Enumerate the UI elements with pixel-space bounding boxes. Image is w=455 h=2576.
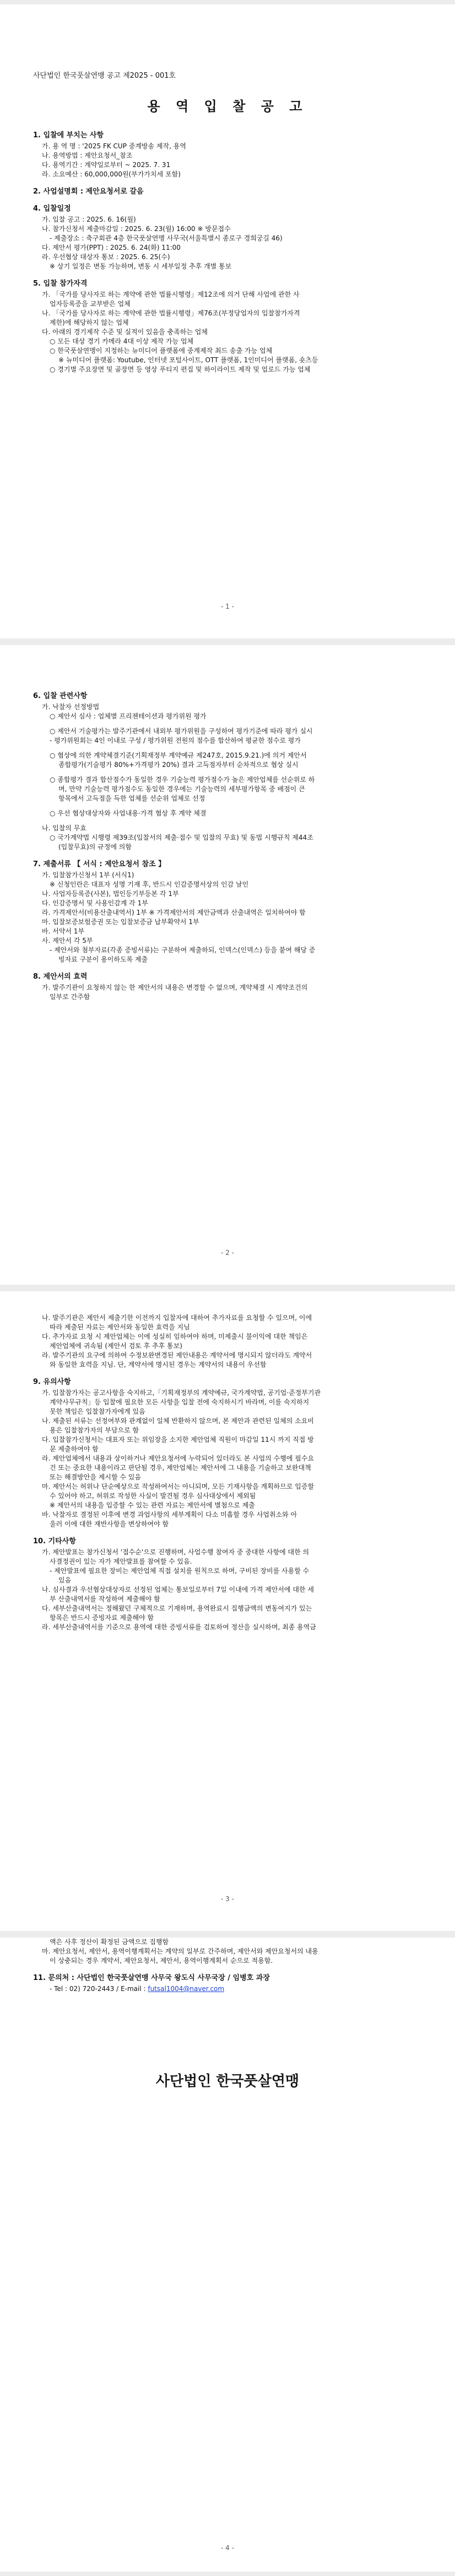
organization-name: 사단법인 한국풋살연맹 xyxy=(155,2073,300,2090)
body-line: 못한 책임은 입찰참가자에게 있음 xyxy=(50,1408,145,1415)
body-line: 며, 만약 기술능력 평가점수도 동일한 경우에는 기술능력의 세부평가항목 중 배점이 큰 xyxy=(58,785,305,793)
body-line: 나. 참가신청서 제출마감일 : 2025. 6. 23(월) 16:00 ※ 방문접수 xyxy=(42,225,231,233)
body-line: 다. 인감증명서 및 사용인감계 각 1부 xyxy=(42,899,148,907)
body-line: 다. 추가자료 요청 시 제안업체는 이에 성실히 임하여야 하며, 미제출시 불이익에 대한 책임은 xyxy=(42,1333,308,1340)
body-line: 제한)에 해당하지 않는 업체 xyxy=(50,319,129,326)
section-heading: 2. 사업설명회 : 제안요청서로 갈음 xyxy=(33,187,144,196)
body-line: 가. 발주기관이 요청하지 않는 한 제안서의 내용은 변경할 수 없으며, 계약체결 시 계약조건의 xyxy=(42,984,308,991)
body-line: 라. 제안업체에서 내용과 상이하거나 제안요청서에 누락되어 있더라도 본 사업의 수행에 필수요 xyxy=(42,1455,315,1462)
body-line: 가. 입찰참가신청서 1부 (서식1) xyxy=(42,871,134,879)
body-line: 업자등록증을 교부받은 업체 xyxy=(50,300,131,308)
section-heading: 8. 제안서의 효력 xyxy=(33,973,88,981)
body-line: 나. 심사결과 우선협상대상자로 선정된 업체는 통보일로부터 7일 이내에 가격 제안서에 대한 세 xyxy=(42,1586,314,1593)
body-line: 이 상충되는 경우 계약서, 제안요청서, 제안서, 용역이행계획서 순으로 적용함. xyxy=(50,1957,273,1965)
document-page-3 xyxy=(0,1291,455,1931)
body-line: - 평가위원회는 4인 이내로 구성 / 평가위원 전원의 점수를 합산하여 평균한 점수로 평가 xyxy=(50,737,301,744)
body-line: 라. 우선협상 대상자 통보 : 2025. 6. 25(수) xyxy=(42,253,170,261)
body-line: 나. 용역방법 : 제안요청서_참조 xyxy=(42,152,133,159)
spacer xyxy=(33,818,422,824)
body-line: - Tel : 02) 720-2443 / E-mail : futsal1004@naver.com xyxy=(50,1985,225,1993)
section-heading: 11. 문의처 : 사단법인 한국풋살연맹 사무국 왕도식 사무국장 / 임병호 과장 xyxy=(33,1974,270,1982)
spacer xyxy=(33,803,422,809)
body-line: 라. 가격제안서(비용산출내역서) 1부 ※ 가격제안서의 제안금액과 산출내역은 일치하여야 함 xyxy=(42,909,306,916)
page-number: - 3 - xyxy=(221,1895,234,1903)
document-title: 용 역 입 찰 공 고 xyxy=(147,99,308,114)
page-1-body xyxy=(33,123,422,374)
section-heading: 10. 기타사항 xyxy=(33,1537,76,1545)
spacer xyxy=(33,745,422,751)
body-line: - 제출장소 : 축구회관 4층 한국풋살연맹 사무국(서울특별시 종로구 경희궁길 46) xyxy=(50,234,283,242)
spacer xyxy=(33,770,422,775)
body-line: 가. 「국가를 당사자로 하는 계약에 관한 법률시행령」제12조에 의거 단해 사업에 관한 사 xyxy=(42,291,300,298)
section-heading: 5. 입찰 참가자격 xyxy=(33,280,88,288)
body-line: ○ 국가계약법 시행령 제39조(입찰서의 제출·접수 및 입찰의 무효) 및 동법 시행규칙 제44조 xyxy=(50,834,313,841)
body-line: ○ 종합평가 결과 합산점수가 동일한 경우 기술능력 평가점수가 높은 제안업체를 선순위로 하 xyxy=(50,776,315,783)
body-line: 나. 제출된 서류는 선정여부와 관계없이 일체 반환하지 않으며, 본 제안과 관련된 일체의 소요비 xyxy=(42,1417,314,1425)
body-line: 다. 제안서 평가(PPT) : 2025. 6. 24(화) 11:00 xyxy=(42,244,181,251)
page-number: - 1 - xyxy=(221,603,234,610)
body-line: - 제안서와 첨부자료(각종 증빙서류)는 구분하여 제출하되, 인덱스(인덱스) 등을 붙여 해당 증 xyxy=(50,946,316,954)
body-line: ※ 신청인란은 대표자 성명 기재 후, 반드시 인감증명서상의 인감 날인 xyxy=(50,881,249,888)
body-line: 다. 용역기간 : 계약일로부터 ~ 2025. 7. 31 xyxy=(42,161,171,169)
page-4-body xyxy=(33,1938,422,1994)
body-line: 가. 입찰참가자는 공고사항을 숙지하고,「기획재정부의 계약예규, 국가계약법, 공기업·준정부기관 xyxy=(42,1389,321,1397)
body-line: 건 또는 중요한 내용이라고 판단될 경우, 제안업체는 제안서에 그 내용을 기술하고 보완대책 xyxy=(50,1464,311,1472)
body-line: 빙자료 구분이 용이하도록 제출 xyxy=(58,956,148,963)
section-heading: 7. 제출서류 【 서식 : 제안요청서 참조 】 xyxy=(33,860,166,868)
body-line: - 제안발표에 필요한 장비는 제안업체 직접 설치를 원칙으로 하며, 구비된 장비를 사용할 수 xyxy=(50,1567,310,1575)
page-number: - 2 - xyxy=(221,1249,234,1257)
body-line: 용은 입찰참가자의 부담으로 함 xyxy=(50,1426,139,1434)
body-line: 마. 제안서는 허위나 단순예상으로 작성하여서는 아니되며, 모든 기재사항을 계획하므로 입증할 xyxy=(42,1483,315,1490)
body-line: 가. 낙찰자 선정방법 xyxy=(42,703,100,711)
body-line: ○ 우선 협상대상자와 사업내용·가격 협상 후 계약 체결 xyxy=(50,809,207,817)
body-line: 제안업체에 귀속됨 (제안서 검토 후 추후 통보) xyxy=(50,1342,182,1350)
body-line: ○ 제안서 심사 : 업체별 프리젠테이션과 평가위원 평가 xyxy=(50,712,207,720)
body-line: 항목은 반드시 증빙자료 제출해야 함 xyxy=(50,1614,154,1622)
section-heading: 4. 입찰일정 xyxy=(33,205,71,213)
body-line: 라. 세부산출내역서를 기준으로 용역에 대한 증빙서류를 검토하여 정산을 실시하며, 최종 용역금 xyxy=(42,1623,316,1631)
body-line: 문 제출하여야 함 xyxy=(50,1445,99,1453)
body-line: 가. 입찰 공고 : 2025. 6. 16(월) xyxy=(42,216,136,223)
body-line: 나. 발주기관은 제안서 제출기한 이전까지 입찰자에 대하여 추가자료를 요청할 수 있으며, 이에 xyxy=(42,1314,312,1322)
body-line: 계약사무규칙」등 입찰에 필요한 모든 사항을 입찰 전에 숙지하시기 바라며, 이를 숙지하지 xyxy=(50,1398,310,1406)
page-3-body xyxy=(33,1313,422,1632)
body-line: ※ 상기 일정은 변동 가능하며, 변동 시 세부일정 추후 개별 통보 xyxy=(50,262,232,270)
body-line: 라. 발주기관의 요구에 의하여 수정보완변경된 제안내용은 계약서에 명시되지 않더라도 계약서 xyxy=(42,1351,312,1359)
body-line: 다. 세부산출내역서는 정해왔던 구체적으로 기재하며, 용역완료시 집행금액의 변동여지가 있는 xyxy=(42,1604,312,1612)
body-line: 바. 낙찰자로 결정된 이후에 변경 과업사항의 세부계획이 다소 미흡할 경우 사업취소와 아 xyxy=(42,1511,297,1518)
body-line: 종합평가(기술평가 80%+가격평가 20%) 결과 고득점자부터 순차적으로 협상 실시 xyxy=(58,761,299,769)
body-line: 또는 해결방안을 제시할 수 있음 xyxy=(50,1473,141,1481)
body-line: ○ 한국풋살연맹이 지정하는 뉴미디어 플랫폼에 중계제작 최드 송출 가능 업체 xyxy=(50,347,273,355)
email-link[interactable]: futsal1004@naver.com xyxy=(148,1985,225,1993)
section-heading: 6. 입찰 관련사항 xyxy=(33,692,88,700)
body-line: 와 동일한 효력을 지님. 단, 계약서에 명시된 경우는 계약서의 내용이 우선함 xyxy=(50,1361,267,1368)
body-line: 가. 제안발표는 참가신청서 '접수순'으로 진행하며, 사업수행 참여자 중 중대한 사항에 대한 의 xyxy=(42,1548,310,1556)
body-line: ○ 제안서 기술평가는 발주기관에서 내외부 평가위원을 구성하여 평가기준에 따라 평가 실시 xyxy=(50,727,313,735)
document-page-2 xyxy=(0,645,455,1285)
body-line: 사. 제안서 각 5부 xyxy=(42,937,93,944)
body-line: (입찰무효)의 규정에 의함 xyxy=(58,843,132,851)
page-number: - 4 - xyxy=(221,2544,234,2552)
body-line: 항목에서 고득점을 득한 업체를 선순위 업체로 선정 xyxy=(58,795,205,802)
body-line: 다. 입찰참가신청서는 대표자 또는 위임장을 소지한 제안업체 직원이 마감일 11시 까지 직접 방 xyxy=(42,1436,314,1443)
announcement-number: 사단법인 한국풋살연맹 공고 제2025 - 001호 xyxy=(33,72,176,80)
document-page-1 xyxy=(0,4,455,638)
body-line: ○ 경기별 주요장면 및 골장면 등 영상 푸티지 편집 및 하이라이트 제작 및 업로드 가능 업체 xyxy=(50,366,311,373)
body-line: 액은 사후 정산이 확정된 금액으로 집행함 xyxy=(50,1938,169,1946)
body-line: 울러 이에 대한 재반사항을 변상하여야 함 xyxy=(50,1520,169,1528)
body-line: 나. 입찰의 무효 xyxy=(42,824,86,832)
body-line: 사결정권이 있는 자가 제안발표를 참여할 수 있음. xyxy=(50,1558,192,1565)
body-line: 마. 입찰보증보험증권 또는 입찰보증금 납부확약서 1부 xyxy=(42,918,199,926)
spacer xyxy=(33,721,422,727)
body-line: 가. 용 역 명 : '2025 FK CUP 중계방송 제작, 용역 xyxy=(42,142,186,150)
body-line: 라. 소요예산 : 60,000,000원(부가가치세 포함) xyxy=(42,170,181,178)
body-line: 바. 서약서 1부 xyxy=(42,927,85,935)
body-line: 부 산출내역서를 작성하여 제출해야 함 xyxy=(50,1595,160,1603)
section-heading: 9. 유의사항 xyxy=(33,1378,71,1386)
body-line: ○ 모든 대상 경기 카메라 4대 이상 제작 가능 업체 xyxy=(50,337,194,345)
body-line: ※ 뉴미디어 플랫폼: Youtube, 인터넷 포털사이트, OTT 플랫폼, 1인미디어 플랫폼, 숏츠등 xyxy=(58,356,318,364)
body-line: 나. 「국가를 당사자로 하는 계약에 관한 법률시행령」제76조(부정당업자의 입찰참가자격 xyxy=(42,309,300,317)
body-line: 있음 xyxy=(58,1576,72,1584)
body-line: 마. 제안요청서, 제안서, 용역이행계획서는 계약의 일부로 간주하며, 제안서와 제안요청서의 내용 xyxy=(42,1947,318,1955)
page-2-body xyxy=(33,684,422,1002)
body-line: 나. 사업자등록증(사본), 법인등기부등본 각 1부 xyxy=(42,890,179,898)
body-line: 따라 제출된 자료는 제안서와 동일한 효력을 지님 xyxy=(50,1323,190,1331)
section-heading: 1. 입찰에 부치는 사항 xyxy=(33,131,104,139)
document-page-4 xyxy=(0,1938,455,2572)
body-line: 일부로 간주함 xyxy=(50,993,90,1001)
body-line: ○ 협상에 의한 계약체결기준(기획재정부 계약예규 제247호, 2015.9.21.)에 의거 제안서 xyxy=(50,752,307,759)
body-line: 수 있어야 하고, 허위로 작성한 사실이 발견될 경우 심사대상에서 제외됨 xyxy=(50,1492,256,1500)
body-line: 다. 아래의 경기제작 수준 및 실적이 있음을 충족하는 업체 xyxy=(42,328,208,336)
body-line: ※ 제안서의 내용을 입증할 수 있는 관련 자료는 제안서에 별첨으로 제출 xyxy=(50,1501,255,1509)
